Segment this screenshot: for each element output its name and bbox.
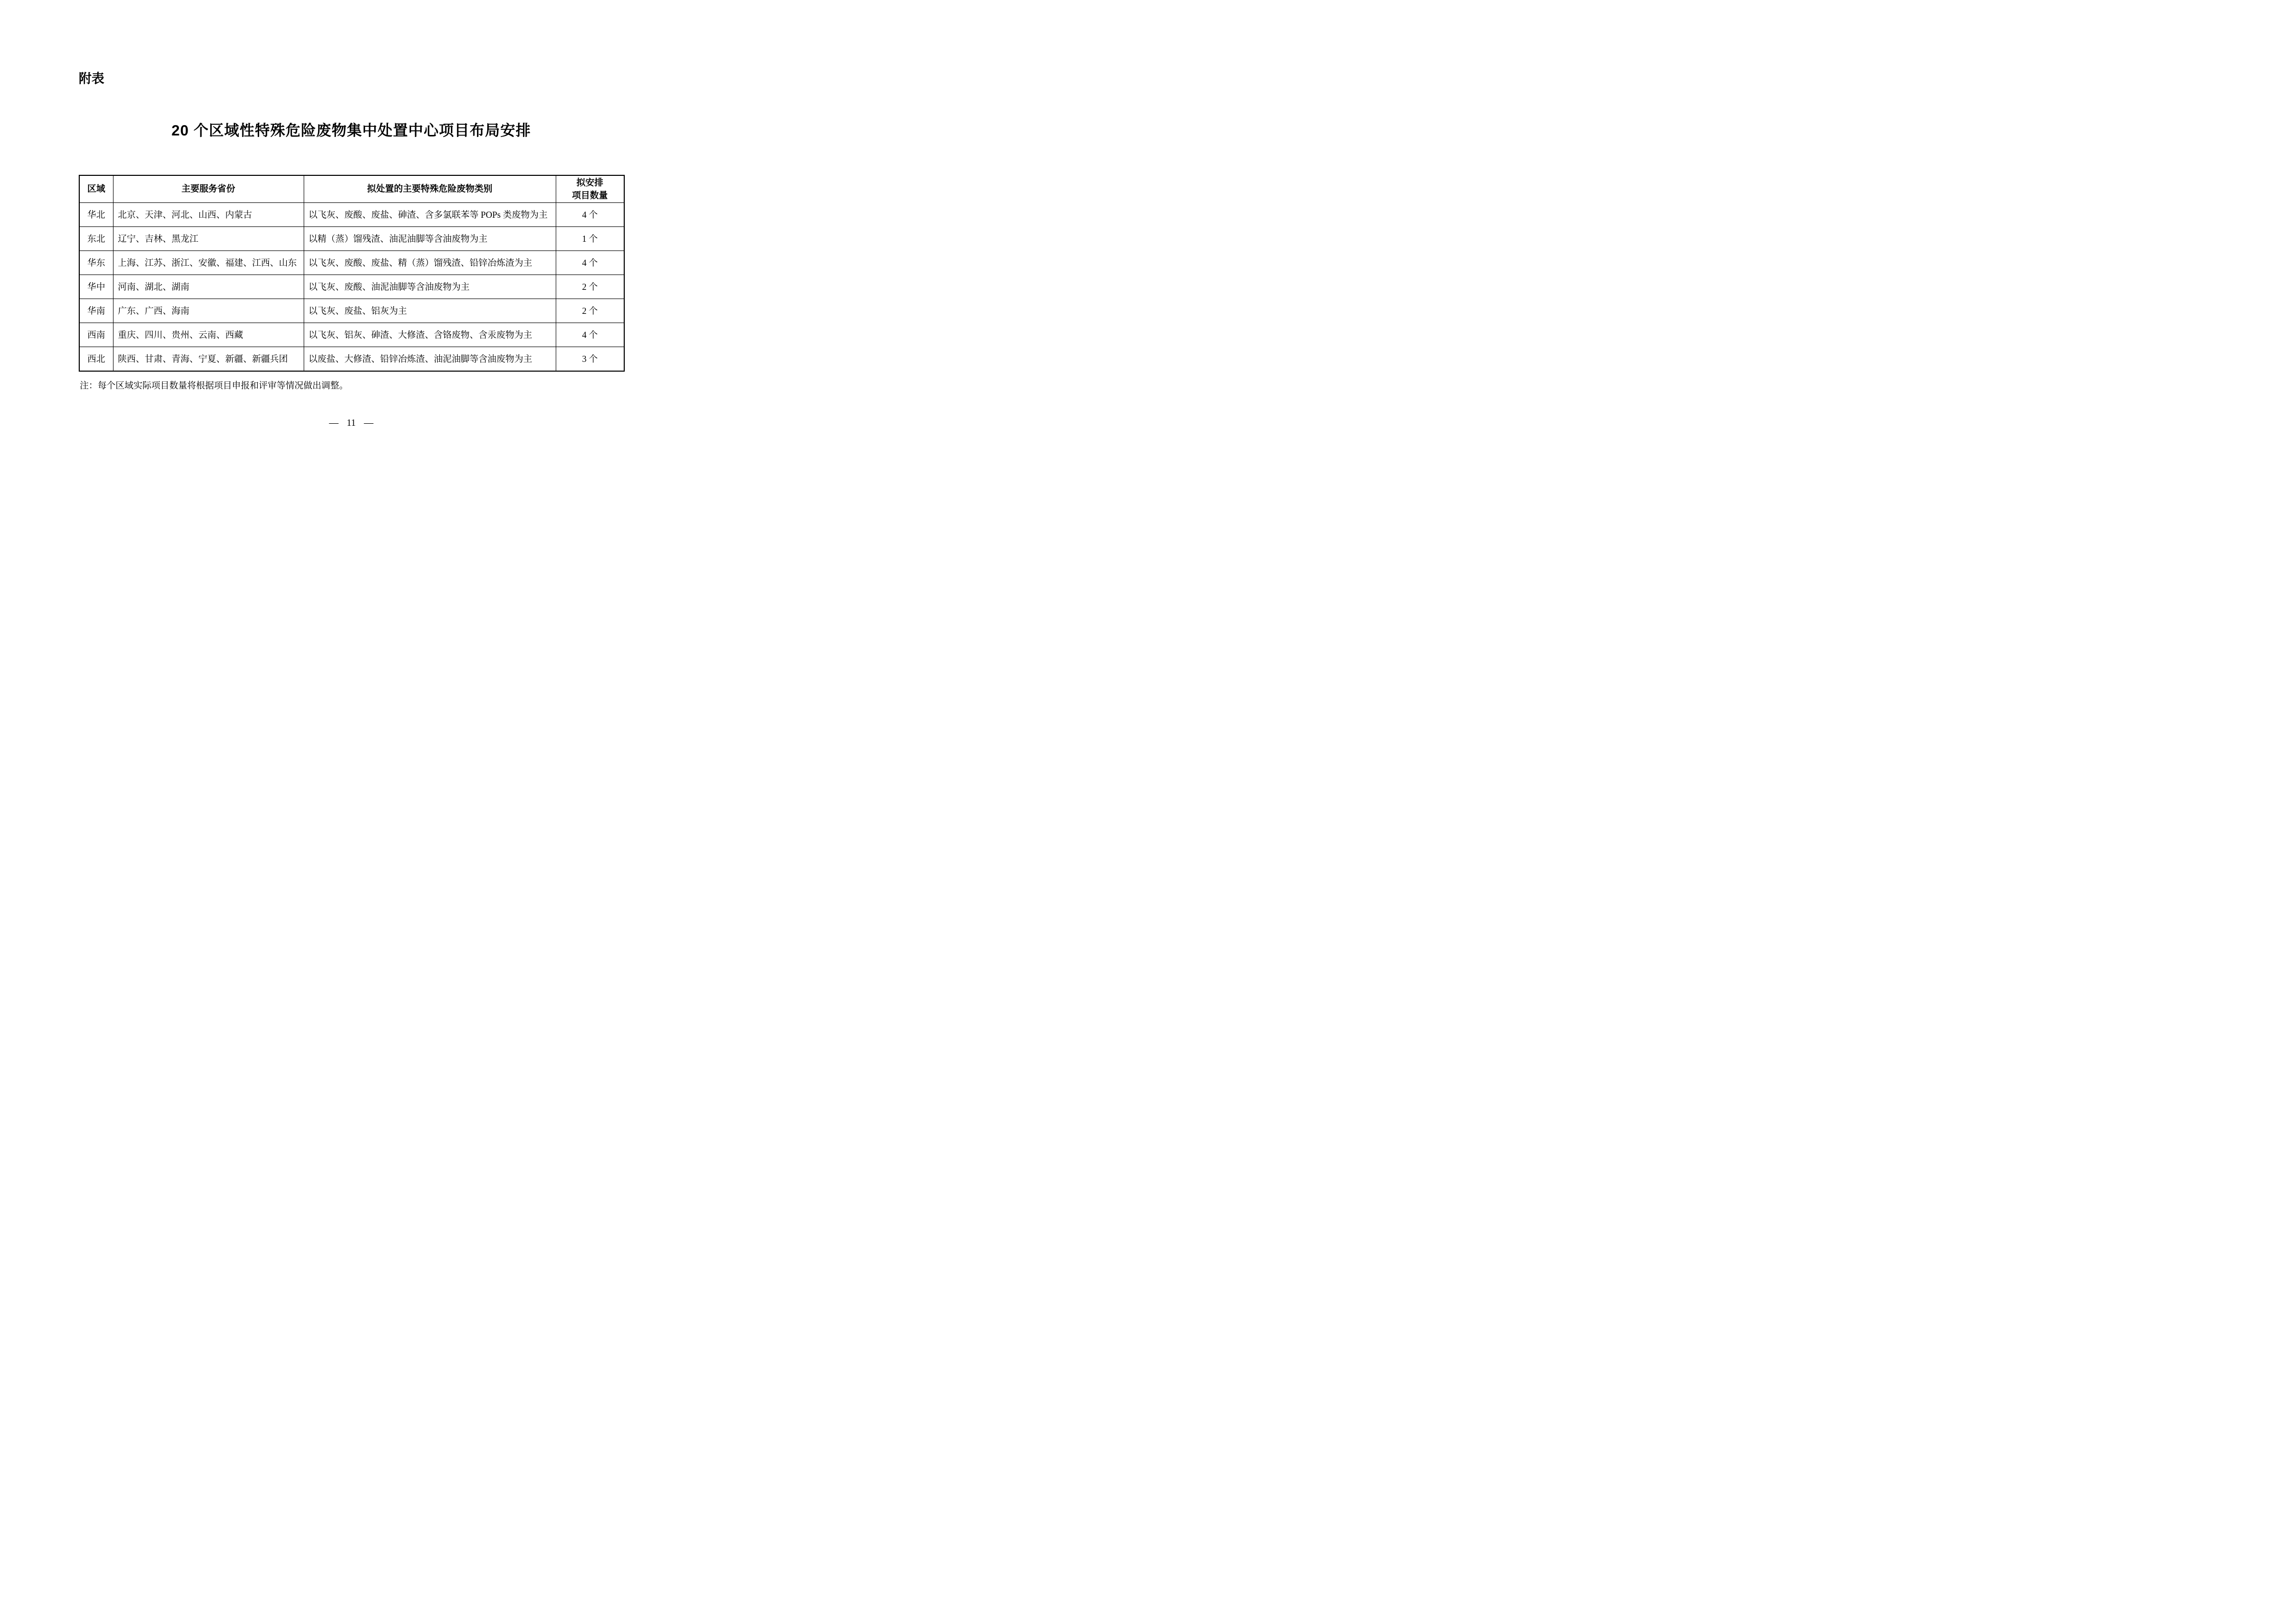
region-cell: 华南 (79, 299, 113, 323)
appendix-label: 附表 (79, 72, 105, 86)
column-header-categories: 拟处置的主要特殊危险废物类别 (304, 175, 556, 203)
page-title: 20 个区域性特殊危险废物集中处置中心项目布局安排 (171, 123, 531, 139)
categories-cell: 以废盐、大修渣、铅锌冶炼渣、油泥油脚等含油废物为主 (304, 347, 556, 371)
region-cell: 华中 (79, 275, 113, 299)
provinces-cell: 河南、湖北、湖南 (113, 275, 304, 299)
column-header-count (556, 175, 624, 203)
column-header-count-line1: 拟安排 (576, 177, 603, 188)
count-cell: 4 个 (556, 203, 624, 227)
provinces-cell: 陕西、甘肃、青海、宁夏、新疆、新疆兵团 (113, 347, 304, 371)
provinces-cell: 上海、江苏、浙江、安徽、福建、江西、山东 (113, 251, 304, 275)
provinces-cell: 北京、天津、河北、山西、内蒙古 (113, 203, 304, 227)
count-cell: 1 个 (556, 227, 624, 251)
table-row (79, 299, 624, 323)
column-header-count-line2: 项目数量 (572, 190, 608, 201)
categories-cell: 以飞灰、铝灰、砷渣、大修渣、含铬废物、含汞废物为主 (304, 323, 556, 347)
table-row (79, 251, 624, 275)
table-header-row (79, 175, 624, 203)
categories-cell: 以飞灰、废酸、油泥油脚等含油废物为主 (304, 275, 556, 299)
provinces-cell: 辽宁、吉林、黑龙江 (113, 227, 304, 251)
count-cell: 3 个 (556, 347, 624, 371)
document-page (0, 0, 689, 487)
page-number: 11 (347, 418, 356, 428)
provinces-cell: 广东、广西、海南 (113, 299, 304, 323)
count-cell: 2 个 (556, 275, 624, 299)
page-footer (79, 419, 624, 428)
project-layout-table (79, 175, 625, 372)
provinces-cell: 重庆、四川、贵州、云南、西藏 (113, 323, 304, 347)
region-cell: 西北 (79, 347, 113, 371)
column-header-provinces: 主要服务省份 (113, 175, 304, 203)
table-footnote: 注：每个区域实际项目数量将根据项目申报和评审等情况做出调整。 (80, 380, 348, 391)
region-cell: 东北 (79, 227, 113, 251)
categories-cell: 以飞灰、废酸、废盐、精（蒸）馏残渣、铅锌冶炼渣为主 (304, 251, 556, 275)
table-row (79, 323, 624, 347)
categories-cell: 以飞灰、废盐、铝灰为主 (304, 299, 556, 323)
categories-cell: 以飞灰、废酸、废盐、砷渣、含多氯联苯等 POPs 类废物为主 (304, 203, 556, 227)
count-cell: 4 个 (556, 251, 624, 275)
categories-cell: 以精（蒸）馏残渣、油泥油脚等含油废物为主 (304, 227, 556, 251)
footer-dash-right: — (363, 418, 374, 428)
table-row (79, 347, 624, 371)
table-row (79, 227, 624, 251)
table-row (79, 203, 624, 227)
column-header-region: 区域 (79, 175, 113, 203)
count-cell: 4 个 (556, 323, 624, 347)
table-row (79, 275, 624, 299)
region-cell: 西南 (79, 323, 113, 347)
region-cell: 华东 (79, 251, 113, 275)
count-cell: 2 个 (556, 299, 624, 323)
region-cell: 华北 (79, 203, 113, 227)
footer-dash-left: — (329, 418, 339, 428)
